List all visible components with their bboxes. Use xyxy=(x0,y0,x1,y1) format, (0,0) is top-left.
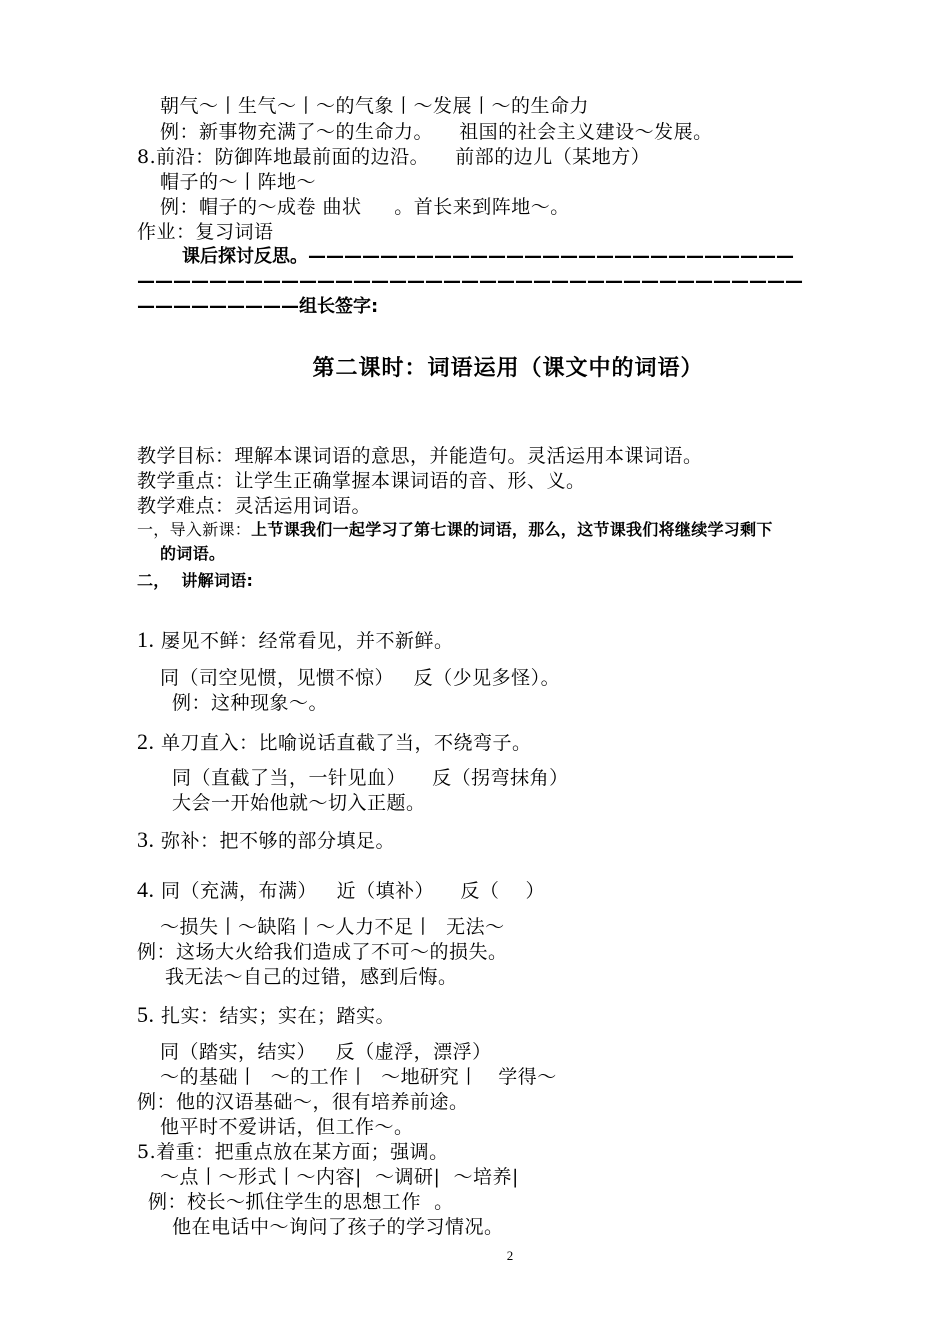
section-title: 第二课时：词语运用（课文中的词语） xyxy=(312,356,704,381)
synonym-antonym-line: 同（踏实，结实） 反（虚浮，漂浮） xyxy=(160,1041,492,1063)
intro-text: 上节课我们一起学习了第七课的词语，那么，这节课我们将继续学习剩下 xyxy=(251,520,773,539)
entry-number: 1. xyxy=(137,627,155,652)
entry-number: 2. xyxy=(137,729,155,754)
example-line: 例：帽子的～成卷 曲状 。首长来到阵地～。 xyxy=(160,196,570,218)
homework-line: 作业：复习词语 xyxy=(137,221,274,243)
example-line: 例：他的汉语基础～，很有培养前途。 xyxy=(137,1091,469,1113)
synonym-antonym-line: 同（直截了当，一针见血） 反（拐弯抹角） xyxy=(172,767,569,789)
word-entry-8: 8.前沿：防御阵地最前面的边沿。 前部的边儿（某地方） xyxy=(137,146,651,168)
collocation-line: 帽子的～丨阵地～ xyxy=(160,171,317,193)
word-entry-5 xyxy=(137,1003,395,1028)
reflection-heading: 课后探讨反思。——————————————————————————— xyxy=(182,246,794,267)
example-line: 例：这场大火给我们造成了不可～的损失。 xyxy=(137,941,508,963)
intro-label: 一，导入新课： xyxy=(137,520,252,539)
word-entry-4 xyxy=(137,878,545,903)
entry-definition: 扎实：结实；实在；踏实。 xyxy=(161,1005,396,1027)
leader-signature-line: —————————组长签字: xyxy=(137,296,379,317)
synonym-antonym-line: 同（司空见惯，见惯不惊） 反（少见多怪）。 xyxy=(160,667,561,689)
intro-line xyxy=(137,519,773,541)
collocation-line: ～的基础丨 ～的工作丨 ～地研究丨 学得～ xyxy=(160,1066,557,1088)
example-line: 大会一开始他就～切入正题。 xyxy=(172,792,426,814)
entry-definition: 弥补：把不够的部分填足。 xyxy=(161,830,396,852)
teaching-difficulty: 教学难点：灵活运用词语。 xyxy=(137,495,372,517)
example-line: 例：这种现象～。 xyxy=(172,692,329,714)
intro-text-continued: 的词语。 xyxy=(160,544,226,563)
word-entry-6: 5.着重：把重点放在某方面；强调。 xyxy=(137,1141,449,1163)
reflection-dash-line: ————————————————————————————————————— xyxy=(137,271,803,292)
entry-number: 3. xyxy=(137,827,155,852)
collocation-line: ～损失丨～缺陷丨～人力不足丨 无法～ xyxy=(160,916,505,938)
example-line: 例：新事物充满了～的生命力。 祖国的社会主义建设～发展。 xyxy=(160,121,713,143)
example-line: 他在电话中～询问了孩子的学习情况。 xyxy=(172,1216,504,1238)
example-line: 我无法～自己的过错，感到后悔。 xyxy=(165,966,458,988)
entry-definition: 屡见不鲜：经常看见，并不新鲜。 xyxy=(161,630,454,652)
entry-number: 5. xyxy=(137,1002,155,1027)
teaching-key-point: 教学重点：让学生正确掌握本课词语的音、形、义。 xyxy=(137,470,586,492)
collocation-line: 朝气～丨生气～丨～的气象丨～发展丨～的生命力 xyxy=(160,95,590,117)
synonym-antonym-line: 同（充满，布满） 近（填补） 反（ ） xyxy=(161,880,545,902)
entry-number: 4. xyxy=(137,877,155,902)
example-line: 例：校长～抓住学生的思想工作 。 xyxy=(148,1191,454,1213)
word-entry-1 xyxy=(137,628,454,653)
teaching-goal: 教学目标：理解本课词语的意思，并能造句。灵活运用本课词语。 xyxy=(137,445,703,467)
word-entry-3 xyxy=(137,828,395,853)
word-entry-2 xyxy=(137,730,532,755)
entry-definition: 单刀直入：比喻说话直截了当，不绕弯子。 xyxy=(161,732,532,754)
example-line: 他平时不爱讲话，但工作～。 xyxy=(160,1116,414,1138)
collocation-line: ～点丨～形式丨～内容| ～调研| ～培养| xyxy=(160,1166,519,1188)
page-number: 2 xyxy=(506,1248,514,1263)
explain-heading: 二， 讲解词语: xyxy=(137,571,254,590)
